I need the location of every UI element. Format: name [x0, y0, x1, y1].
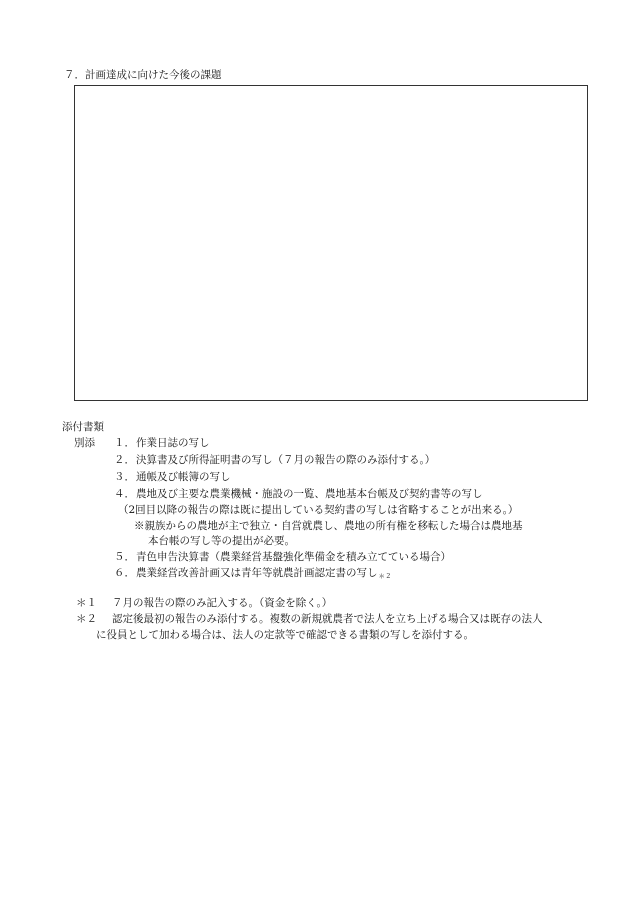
attachment-item-1-text: 作業日誌の写し	[136, 437, 210, 449]
attachment-item-4-number: ４．	[114, 488, 135, 500]
attachment-item-4-subnote-line2: 本台帳の写し等の提出が必要。	[148, 535, 295, 547]
attachment-item-4-text: 農地及び主要な農業機械・施設の一覧、農地基本台帳及び契約書等の写し	[136, 488, 483, 500]
footnote-1-mark: ＊１	[76, 597, 97, 609]
attachment-item-6-footnote-mark: ＊２	[378, 572, 392, 580]
attachment-item-6-text: 農業経営改善計画又は青年等就農計画認定書の写し	[136, 567, 378, 579]
attachment-item-5-text: 青色申告決算書（農業経営基盤強化準備金を積み立てている場合）	[136, 551, 451, 563]
attachment-item-1-number: １．	[114, 437, 135, 449]
attachment-item-2-text: 決算書及び所得証明書の写し（７月の報告の際のみ添付する。）	[136, 454, 436, 466]
section-7-heading: ７．計画達成に向けた今後の課題	[64, 69, 222, 81]
attachment-item-4-note: （2回目以降の報告の際は既に提出している契約書の写しは省略することが出来る。）	[118, 504, 519, 516]
footnote-1-text: ７月の報告の際のみ記入する。（資金を除く。）	[112, 597, 333, 609]
future-issues-text-box[interactable]	[74, 85, 588, 401]
attachment-item-2-number: ２．	[114, 454, 135, 466]
attachments-heading: 添付書類	[62, 421, 104, 433]
attachment-item-6-number: ６．	[114, 567, 135, 579]
footnote-2-mark: ＊２	[76, 613, 97, 625]
attachment-item-4-subnote-line1: ※親族からの農地が主で独立・自営就農し、農地の所有権を移転した場合は農地基	[134, 520, 523, 532]
attachment-item-6-row	[136, 568, 392, 580]
footnote-2-text-line2: に役員として加わる場合は、法人の定款等で確認できる書類の写しを添付する。	[96, 629, 474, 641]
annex-label: 別添	[74, 437, 95, 449]
attachment-item-5-number: ５．	[114, 551, 135, 563]
attachment-item-3-number: ３．	[114, 471, 135, 483]
attachment-item-3-text: 通帳及び帳簿の写し	[136, 471, 231, 483]
footnote-2-text-line1: 認定後最初の報告のみ添付する。複数の新規就農者で法人を立ち上げる場合又は既存の法人	[112, 613, 543, 625]
